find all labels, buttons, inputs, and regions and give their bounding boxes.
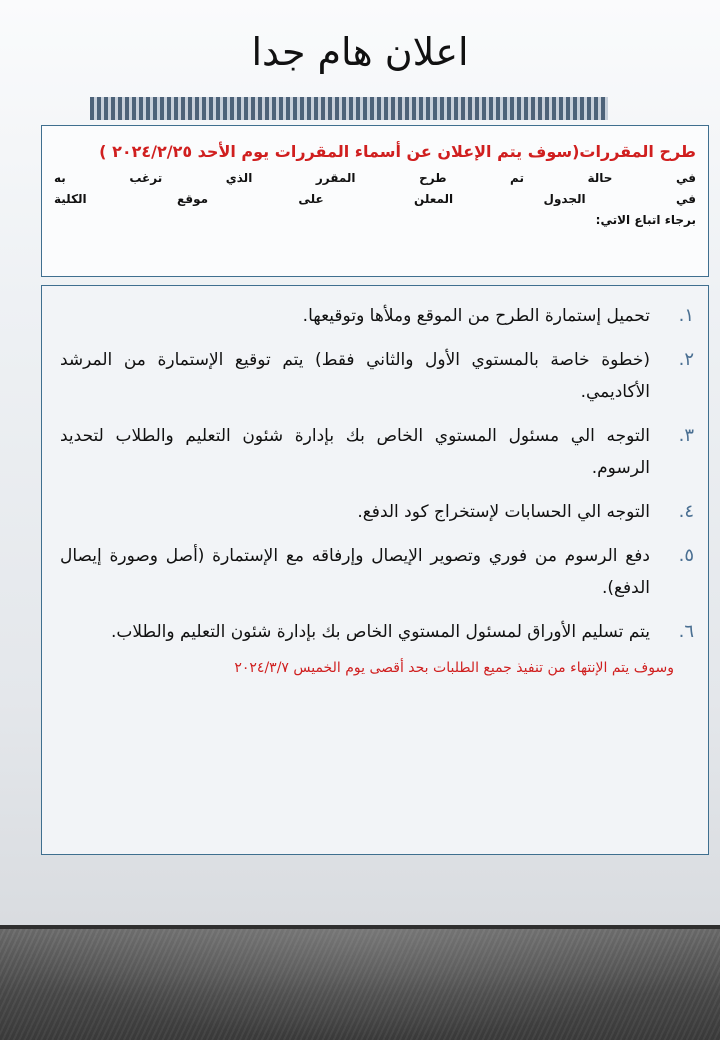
step-text: تحميل إستمارة الطرح من الموقع وملأها وتوقيعها. xyxy=(302,306,650,326)
step-item xyxy=(42,420,708,484)
notice-line-2: في الجدول المعلن على موقع الكلية xyxy=(54,192,696,206)
step-number: ٤. xyxy=(678,501,694,522)
background-floor-texture xyxy=(0,925,720,1040)
step-number: ٢. xyxy=(678,349,694,370)
notice-heading: طرح المقررات(سوف يتم الإعلان عن أسماء المقررات يوم الأحد ٢٠٢٤/٢/٢٥ ) xyxy=(99,142,696,161)
step-number: ٣. xyxy=(678,425,694,446)
step-text: التوجه الي الحسابات لإستخراج كود الدفع. xyxy=(357,502,650,522)
step-item xyxy=(42,616,708,648)
notice-line-1: في حالة تم طرح المقرر الذي ترغب به xyxy=(54,171,696,185)
step-number: ١. xyxy=(678,305,694,326)
step-text: (خطوة خاصة بالمستوي الأول والثاني فقط) يتم توقيع الإستمارة من المرشد الأكاديمي. xyxy=(60,350,650,402)
page-title: اعلان هام جدا xyxy=(251,30,469,74)
floor-edge-divider xyxy=(0,925,720,929)
steps-box xyxy=(41,285,709,855)
decorative-stripe-divider xyxy=(90,97,608,120)
step-text: يتم تسليم الأوراق لمسئول المستوي الخاص بك بإدارة شئون التعليم والطلاب. xyxy=(110,622,650,642)
step-item xyxy=(42,496,708,528)
notice-box xyxy=(41,125,709,277)
step-text: دفع الرسوم من فوري وتصوير الإيصال وإرفاقه مع الإستمارة (أصل وصورة إيصال الدفع). xyxy=(60,546,650,598)
step-number: ٥. xyxy=(678,545,694,566)
step-item xyxy=(42,300,708,332)
notice-line-3: برجاء اتباع الاتي: xyxy=(595,213,696,227)
step-item xyxy=(42,344,708,408)
step-item xyxy=(42,540,708,604)
step-text: التوجه الي مسئول المستوي الخاص بك بإدارة شئون التعليم والطلاب لتحديد الرسوم. xyxy=(60,426,650,478)
deadline-notice: وسوف يتم الإنتهاء من تنفيذ جميع الطلبات بحد أقصى يوم الخميس ٢٠٢٤/٣/٧ xyxy=(234,660,674,676)
step-number: ٦. xyxy=(678,621,694,642)
